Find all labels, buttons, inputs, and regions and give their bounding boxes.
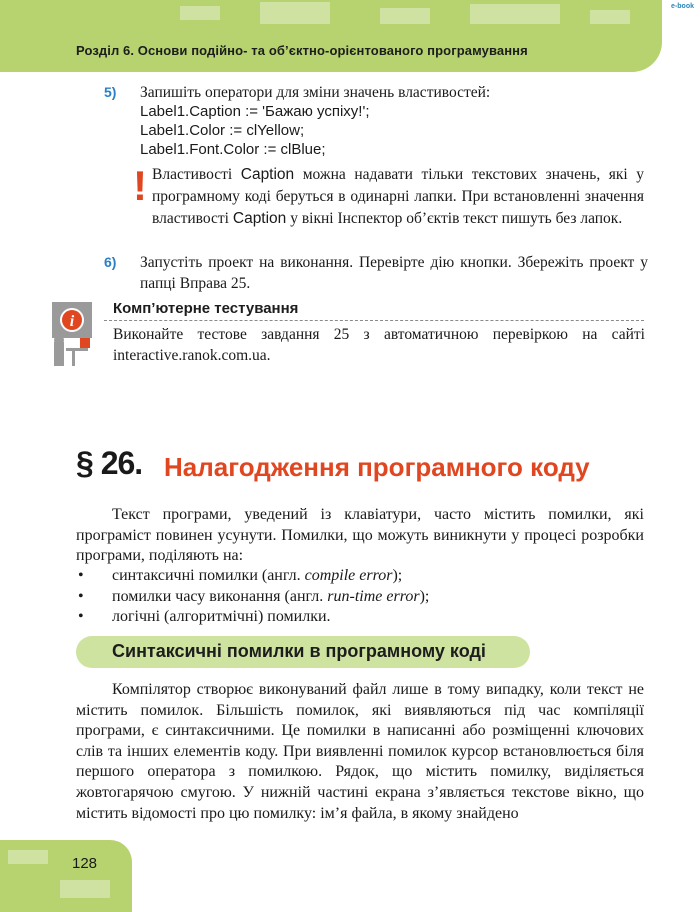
list-item-text: логічні (алгоритмічні) помилки. <box>112 608 331 626</box>
list-item <box>76 587 636 608</box>
bullet-marker: • <box>78 567 84 584</box>
header-band <box>0 0 662 72</box>
footer-decoration <box>8 850 48 864</box>
step-number: 6) <box>104 254 117 270</box>
intro-paragraph: Текст програми, уведений із клавіатури, часто містить помилки, які програміст повинен усунути. Помилки, що можуть виникнути у процесі розробки програми, поділяють на: <box>76 506 644 565</box>
header-decoration <box>380 8 430 24</box>
list-item <box>76 607 636 628</box>
header-decoration <box>260 2 330 24</box>
list-item-term: compile error <box>304 567 393 584</box>
bullet-marker: • <box>78 587 84 605</box>
code-line: Label1.Color := clYellow; <box>140 122 305 139</box>
note-part: у вікні Інспектор об’єктів текст пишуть без лапок. <box>286 210 623 227</box>
computer-testing-icon <box>50 302 98 368</box>
step-instruction: Запишіть оператори для зміни значень властивостей: <box>140 84 491 101</box>
testing-title: Комп’ютерне тестування <box>113 300 299 317</box>
note-part: можна надавати тільки текстових значень, які у програмному коді беруться в одинарні лапки. При встановленні значення властивості <box>152 166 644 227</box>
list-item-text: помилки часу виконання (англ. <box>112 587 328 605</box>
testing-text: Виконайте тестове завдання 25 з автоматичною перевіркою на сайті interactive.ranok.com.ua. <box>113 326 645 364</box>
code-line: Label1.Caption := 'Бажаю успіху!'; <box>140 103 370 120</box>
section-number: § 26. <box>76 445 143 481</box>
note-text <box>152 164 644 230</box>
header-decoration <box>470 4 560 24</box>
chapter-title: Розділ 6. Основи подійно- та об’єктно-орієнтованого програмування <box>76 43 528 58</box>
bullet-marker: • <box>78 608 84 626</box>
svg-text:i: i <box>69 313 75 330</box>
footer-decoration <box>60 880 110 898</box>
property-name: Caption <box>240 166 295 183</box>
list-item-term: run-time error <box>327 587 420 605</box>
footer-band <box>0 840 132 912</box>
header-decoration <box>180 6 220 20</box>
list-item <box>76 566 636 587</box>
list-item-text: синтаксичні помилки (англ. <box>112 567 305 584</box>
step-number: 5) <box>104 84 117 100</box>
divider <box>104 320 644 321</box>
ebook-logo[interactable]: e-book <box>671 3 694 10</box>
list-item-tail: ); <box>419 587 430 605</box>
section-title: Налагодження програмного коду <box>164 452 590 482</box>
header-decoration <box>590 10 630 24</box>
list-item-tail: ); <box>392 567 403 584</box>
subsection-title: Синтаксичні помилки в програмному коді <box>112 641 486 661</box>
subsection-paragraph: Компілятор створює виконуваний файл лише в тому випадку, коли текст не містить помилок. Більшість помилок, які виявляються під час компіляції програми, є синтаксичними. Це помилки в написанні або розміщенні ключових слів та інших елементів коду. При виявленні помилок курсор встановлюється біля першого оператора з помилкою. Рядок, що містить помилку, виділяється жовтогарячою смугою. У нижній частині екрана з’являється текстове вікно, що містить відомості про цю помилку: ім’я файла, в якому знайдено <box>76 681 644 822</box>
exclamation-icon: ! <box>133 162 147 209</box>
step-text <box>140 83 650 159</box>
code-line: Label1.Font.Color := clBlue; <box>140 141 326 158</box>
page-number: 128 <box>72 855 98 872</box>
error-types-list <box>76 566 636 628</box>
property-name: Caption <box>232 210 287 227</box>
note-part: Властивості <box>152 166 241 183</box>
step-text: Запустіть проект на виконання. Перевірте дію кнопки. Збережіть проект у папці Вправа 25. <box>140 254 648 292</box>
